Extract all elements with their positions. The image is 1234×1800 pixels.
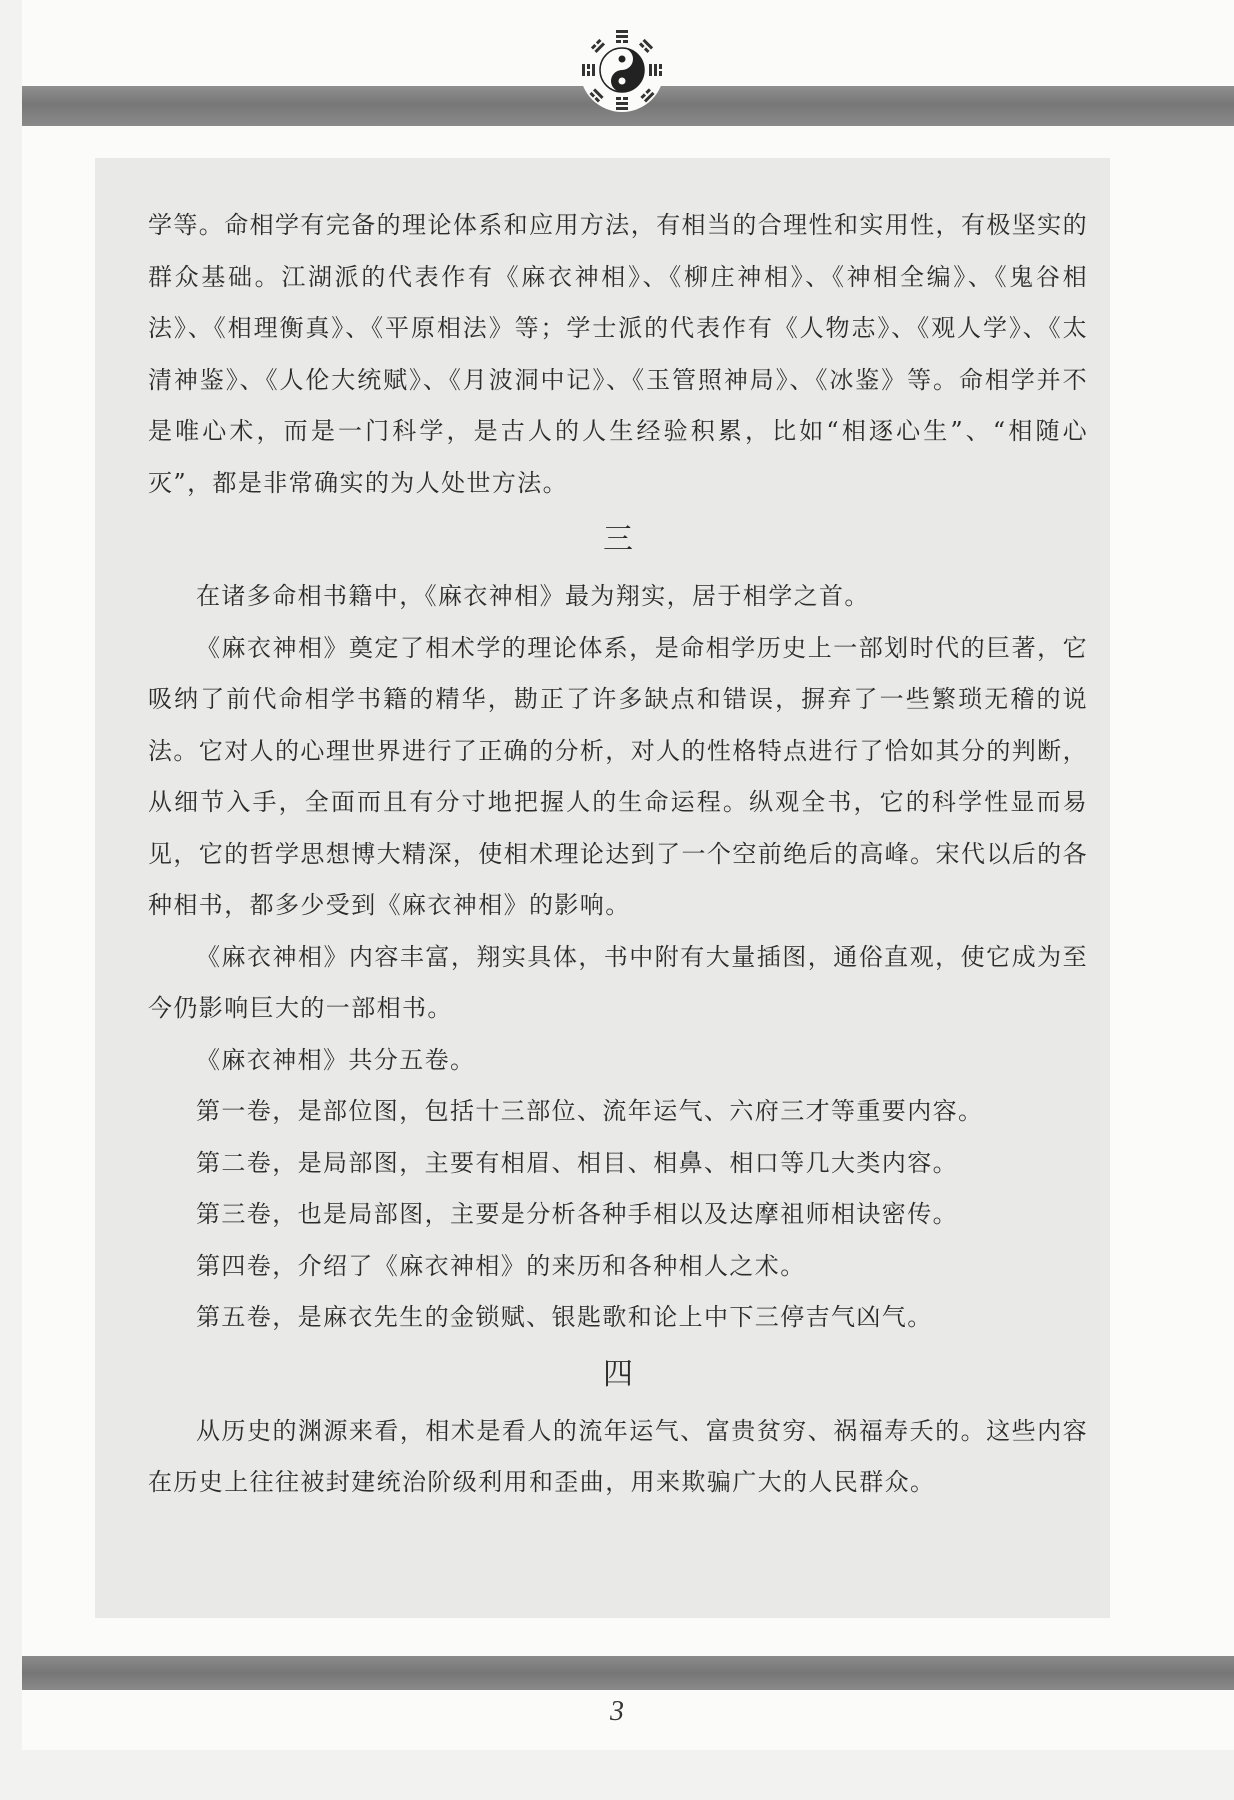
paragraph: 《麻衣神相》奠定了相术学的理论体系，是命相学历史上一部划时代的巨著，它吸纳了前代命相学书籍的精华，勘正了许多缺点和错误，摒弃了一些繁琐无稽的说法。它对人的心理世界进行了正确的分析，对人的性格特点进行了恰如其分的判断，从细节入手，全面而且有分寸地把握人的生命运程。纵观全书，它的科学性显而易见，它的哲学思想博大精深，使相术理论达到了一个空前绝后的高峰。宋代以后的各种相书，都多少受到《麻衣神相》的影响。 <box>148 633 1088 919</box>
paragraph: 学等。命相学有完备的理论体系和应用方法，有相当的合理性和实用性，有极坚实的群众基础。江湖派的代表作有《麻衣神相》、《柳庄神相》、《神相全编》、《鬼谷相法》、《相理衡真》、《平原相法》等；学士派的代表作有《人物志》、《观人学》、《太清神鉴》、《人伦大统赋》、《月波洞中记》、《玉管照神局》、《冰鉴》等。命相学并不是唯心术，而是一门科学，是古人的人生经验积累，比如“相逐心生”、“相随心灭”，都是非常确实的为人处世方法。 <box>148 211 1088 497</box>
paragraph: 《麻衣神相》内容丰富，翔实具体，书中附有大量插图，通俗直观，使它成为至今仍影响巨大的一部相书。 <box>148 942 1088 1022</box>
paragraph: 第一卷，是部位图，包括十三部位、流年运气、六府三才等重要内容。 <box>196 1097 984 1125</box>
paragraph: 第二卷，是局部图，主要有相眉、相目、相鼻、相口等几大类内容。 <box>196 1148 958 1177</box>
paragraph: 第五卷，是麻衣先生的金锁赋、银匙歌和论上中下三停吉气凶气。 <box>196 1303 933 1331</box>
paragraph: 在诸多命相书籍中，《麻衣神相》最为翔实，居于相学之首。 <box>196 582 870 610</box>
yin-yang-bagua-icon <box>578 26 666 114</box>
paragraph: 第四卷，介绍了《麻衣神相》的来历和各种相人之术。 <box>196 1251 806 1280</box>
body-text <box>148 200 1088 1509</box>
page-number: 3 <box>610 1696 624 1727</box>
footer-band <box>22 1656 1234 1690</box>
paragraph: 第三卷，也是局部图，主要是分析各种手相以及达摩祖师相诀密传。 <box>196 1200 958 1228</box>
paragraph: 《麻衣神相》共分五卷。 <box>196 1045 476 1074</box>
paragraph: 从历史的渊源来看，相术是看人的流年运气、富贵贫穷、祸福寿夭的。这些内容在历史上往往被封建统治阶级利用和歪曲，用来欺骗广大的人民群众。 <box>148 1416 1088 1496</box>
section-heading: 三 <box>603 522 633 557</box>
section-heading: 四 <box>603 1356 633 1392</box>
